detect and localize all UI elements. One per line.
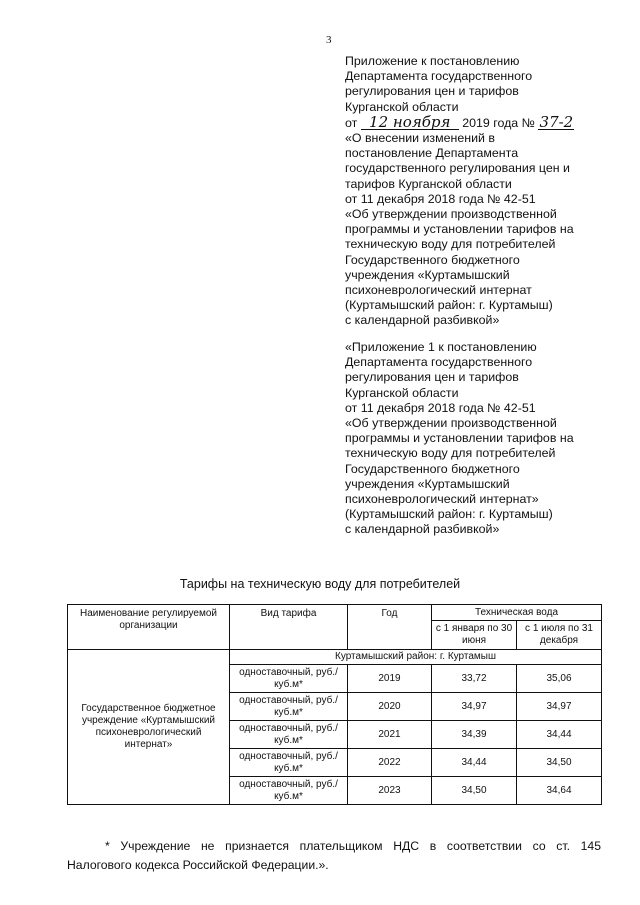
handwritten-number: 37-2 (539, 112, 574, 131)
tariff-value-h1: 34,39 (432, 721, 517, 749)
tariff-table (67, 604, 602, 805)
appendix-line: Курганской области (345, 99, 459, 114)
header-period-2: с 1 июля по 31 декабря (517, 621, 602, 650)
appendix-line: учреждения «Куртамышский (345, 267, 510, 282)
tariff-value-h2: 34,50 (517, 749, 602, 777)
appendix-line: от 11 декабря 2018 года № 42-51 (345, 400, 536, 415)
page-number: 3 (326, 34, 332, 46)
appendix-1-header (345, 340, 620, 538)
appendix-line: «Об утверждении производственной (345, 207, 557, 222)
appendix-line: Государственного бюджетного (345, 252, 520, 267)
year-cell: 2021 (348, 721, 432, 749)
appendix-line: психоневрологический интернат (345, 283, 532, 298)
appendix-line: техническую воду для потребителей (345, 446, 556, 461)
region-cell: Куртамышский район: г. Куртамыш (230, 650, 602, 665)
tariff-value-h2: 34,97 (517, 693, 602, 721)
header-period-1: с 1 января по 30 июня (432, 621, 517, 650)
appendix-line: Департамента государственного (345, 69, 533, 84)
appendix-line: с календарной разбивкой» (345, 313, 500, 328)
appendix-line: «Об утверждении производственной (345, 416, 557, 431)
appendix-line: (Куртамышский район: г. Куртамыш) (345, 507, 553, 522)
organization-cell: Государственное бюджетное учреждение «Куртамышский психоневрологический интернат» (68, 650, 230, 805)
appendix-line: регулирования цен и тарифов (345, 370, 519, 385)
tariff-value-h1: 34,97 (432, 693, 517, 721)
tariff-value-h1: 34,44 (432, 749, 517, 777)
header-technical-water: Техническая вода (432, 605, 602, 621)
appendix-line: с календарной разбивкой» (345, 522, 500, 537)
appendix-line: Приложение к постановлению (345, 54, 520, 68)
appendix-header (345, 54, 620, 329)
year-cell: 2022 (348, 749, 432, 777)
tariff-type-cell: одноставочный, руб./куб.м* (230, 721, 348, 749)
header-year: Год (348, 605, 432, 650)
tariff-value-h2: 35,06 (517, 665, 602, 693)
tariff-value-h2: 34,64 (517, 777, 602, 805)
appendix-line: Курганской области (345, 385, 459, 400)
table-title: Тарифы на техническую воду для потребителей (179, 577, 461, 591)
appendix-line: тарифов Курганской области (345, 176, 512, 191)
tariff-type-cell: одноставочный, руб./куб.м* (230, 693, 348, 721)
appendix-line: техническую воду для потребителей (345, 237, 556, 252)
header-organization: Наименование регулируемой организации (68, 605, 230, 650)
date-year: 2019 года № (462, 115, 535, 130)
footnote-line: Налогового кодекса Российской Федерации.». (67, 858, 329, 872)
appendix-line: программы и установлении тарифов на (345, 222, 574, 237)
tariff-value-h1: 33,72 (432, 665, 517, 693)
year-cell: 2019 (348, 665, 432, 693)
year-cell: 2020 (348, 693, 432, 721)
appendix-line: психоневрологический интернат» (345, 492, 539, 507)
year-cell: 2023 (348, 777, 432, 805)
appendix-line: «Приложение 1 к постановлению (345, 340, 537, 354)
appendix-line: государственного регулирования цен и (345, 161, 570, 176)
decree-date-line (345, 112, 620, 131)
appendix-line: «О внесении изменений в (345, 131, 495, 146)
footnote (67, 837, 601, 875)
appendix-line: программы и установлении тарифов на (345, 431, 574, 446)
footnote-line: * Учреждение не признается плательщиком НДС в соответствии со ст. 145 (105, 839, 601, 853)
date-prefix: от (345, 115, 358, 130)
tariff-type-cell: одноставочный, руб./куб.м* (230, 777, 348, 805)
appendix-line: Государственного бюджетного (345, 461, 520, 476)
tariff-type-cell: одноставочный, руб./куб.м* (230, 749, 348, 777)
table-header-row (68, 605, 602, 621)
appendix-line: от 11 декабря 2018 года № 42-51 (345, 191, 536, 206)
tariff-type-cell: одноставочный, руб./куб.м* (230, 665, 348, 693)
table-row (68, 650, 602, 665)
appendix-line: постановление Департамента (345, 146, 519, 161)
handwritten-date: 12 ноября (361, 115, 459, 130)
tariff-value-h2: 34,44 (517, 721, 602, 749)
appendix-line: (Куртамышский район: г. Куртамыш) (345, 298, 553, 313)
tariff-value-h1: 34,50 (432, 777, 517, 805)
appendix-line: учреждения «Куртамышский (345, 476, 510, 491)
appendix-line: Департамента государственного (345, 355, 533, 370)
appendix-line: регулирования цен и тарифов (345, 84, 519, 99)
header-tariff-type: Вид тарифа (230, 605, 348, 650)
